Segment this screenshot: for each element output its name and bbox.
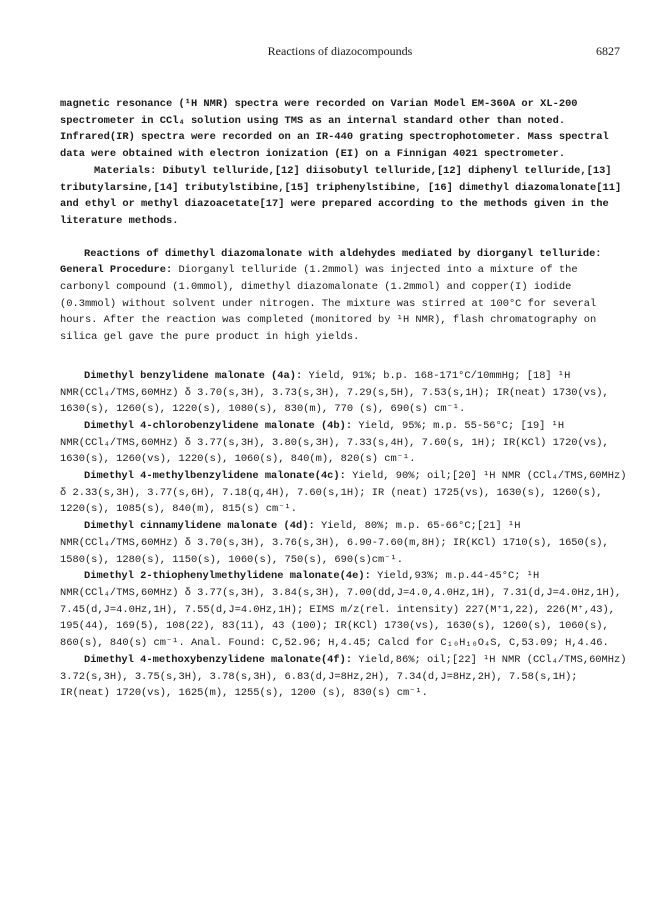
- running-header: [60, 44, 620, 60]
- compound-name: Dimethyl benzylidene malonate (4a):: [84, 369, 303, 382]
- compound-entry-4f: [60, 652, 630, 702]
- compound-data: Yield,86%; oil;[22] ¹H NMR (CCl₄/TMS,60MHz) 3.72(s,3H), 3.75(s,3H), 3.78(s,3H), 6.83(d,J=8Hz,2H), 7.34(d,J=8Hz,2H), 7.58(s,1H); IR(neat) 1720(vs), 1625(m), 1255(s), 1200 (s), 830(s) cm⁻¹.: [60, 653, 627, 700]
- compound-entry-4a: [60, 368, 630, 418]
- running-title: Reactions of diazocompounds: [267, 44, 413, 58]
- compound-entry-4b: [60, 418, 630, 468]
- compound-data: Yield,93%; m.p.44-45°C; ¹H NMR(CCl₄/TMS,60MHz) δ 3.77(s,3H), 3.84(s,3H), 7.00(dd,J=4.0,4.0Hz,1H), 7.31(d,J=4.0Hz,1H), 7.45(d,J=4.0Hz,1H), 7.55(d,J=4.0Hz,1H); EIMS m/z(rel. intensity) 227(M⁺1,22), 226(M⁺,43), 195(44), 169(5), 108(22), 83(11), 43 (100); IR(KCl) 1730(vs), 1630(s), 1260(s), 1060(s), 860(s), 840(s) cm⁻¹. Anal. Found: C,52.96; H,4.45; Calcd for C₁₀H₁₀O₄S, C,53.09; H,4.46.: [60, 570, 622, 650]
- procedure-text: Diorganyl telluride (1.2mmol) was injected into a mixture of the carbonyl compound (1.0mmol), dimethyl diazomalonate (1.2mmol) and copper(I) iodide (0.3mmol) without solvent under nitrogen. The mixture was stirred at 100°C for several hours. After the reaction was completed (monitored by ¹H NMR), flash chromatography on silica gel gave the pure product in high yields.: [60, 264, 597, 344]
- compound-data: Yield, 80%; m.p. 65-66°C;[21] ¹H NMR(CCl₄/TMS,60MHz) δ 3.70(s,3H), 3.76(s,3H), 6.90-7.60(m,8H); IR(KCl) 1710(s), 1650(s), 1580(s), 1280(s), 1150(s), 1060(s), 750(s), 690(s)cm⁻¹.: [60, 520, 609, 566]
- compound-name: Dimethyl 4-methylbenzylidene malonate(4c):: [84, 470, 346, 483]
- article-body: [60, 96, 630, 702]
- general-procedure-paragraph: [60, 246, 630, 346]
- compound-entry-4c: [60, 468, 630, 518]
- compound-entry-4e: [60, 568, 630, 652]
- compound-entry-4d: [60, 518, 630, 568]
- page-number: 6827: [596, 44, 620, 58]
- compound-data: Yield, 90%; oil;[20] ¹H NMR (CCl₄/TMS,60MHz) δ 2.33(s,3H), 3.77(s,6H), 7.18(q,4H), 7.60(s,1H); IR (neat) 1725(vs), 1630(s), 1260(s), 1220(s), 1085(s), 840(m), 815(s) cm⁻¹.: [60, 470, 627, 516]
- compound-data: Yield, 95%; m.p. 55-56°C; [19] ¹H NMR(CCl₄/TMS,60MHz) δ 3.77(s,3H), 3.80(s,3H), 7.33(s,4H), 7.60(s, 1H); IR(KCl) 1720(vs), 1630(s), 1260(vs), 1220(s), 1060(s), 840(m), 820(s) cm⁻¹.: [60, 419, 609, 466]
- intro-paragraph-1: magnetic resonance (¹H NMR) spectra were recorded on Varian Model EM-360A or XL-200 spectrometer in CCl₄ solution using TMS as an internal standard other than noted. Infrared(IR) spectra were recorded on an IR-440 grating spectrophotometer. Mass spectral data were obtained with electron ionization (EI) on a Finnigan 4021 spectrometer.: [60, 98, 609, 161]
- compound-data: Yield, 91%; b.p. 168-171°C/10mmHg; [18] ¹H NMR(CCl₄/TMS,60MHz) δ 3.70(s,3H), 3.73(s,3H), 7.29(s,5H), 7.53(s,1H); IR(neat) 1730(vs), 1630(s), 1260(s), 1220(s), 1080(s), 830(m), 770 (s), 690(s) cm⁻¹.: [60, 369, 609, 416]
- compound-list: [60, 368, 630, 702]
- compound-name: Dimethyl 2-thiophenylmethylidene malonate(4e):: [84, 570, 371, 583]
- compound-name: Dimethyl 4-methoxybenzylidene malonate(4f):: [84, 653, 353, 666]
- procedure-heading: Reactions of dimethyl diazomalonate with aldehydes mediated by diorganyl telluride: General Procedure:: [60, 247, 602, 277]
- compound-name: Dimethyl 4-chlorobenzylidene malonate (4b):: [84, 419, 353, 432]
- compound-name: Dimethyl cinnamylidene malonate (4d):: [84, 520, 315, 533]
- intro-paragraph-materials: Materials: Dibutyl telluride,[12] diisobutyl telluride,[12] diphenyl telluride,[13] tributylarsine,[14] tributylstibine,[15] triphenylstibine, [16] dimethyl diazomalonate[11] and ethyl or methyl diazoacetate[17] were prepared according to the methods given in the literature methods.: [60, 164, 622, 227]
